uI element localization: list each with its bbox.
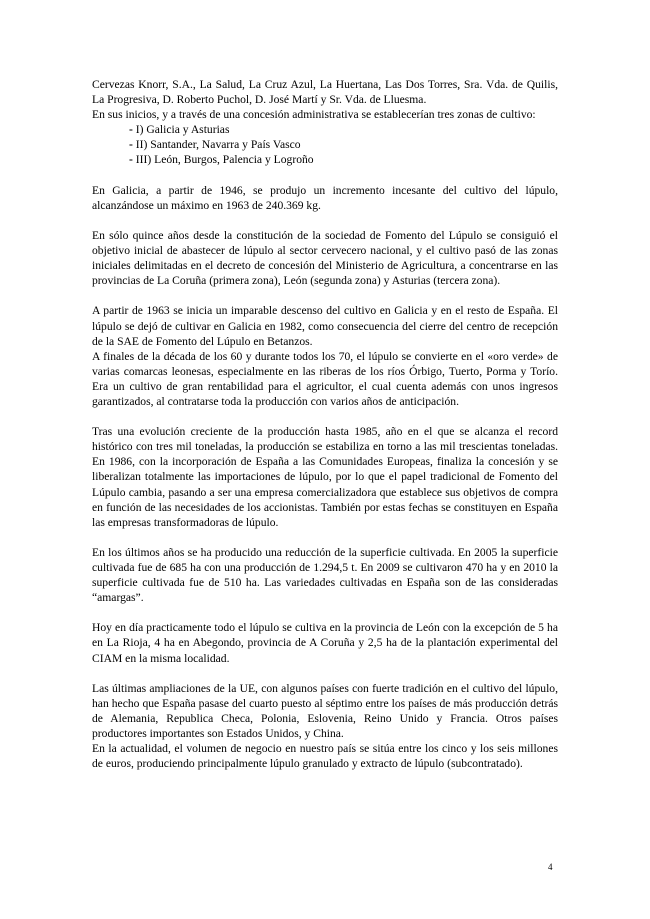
list-item-label: II) Santander, Navarra y País Vasco bbox=[135, 138, 301, 152]
paragraph-eu-ranking: Las últimas ampliaciones de la UE, con algunos países con fuerte tradición en el cultivo del lúpulo, han hecho que España pasase del cuarto puesto al séptimo entre los países de más producción detrás de Alemania, Republica Checa, Polonia, Eslovenia, Reino Unido y Francia. Otros países productores importantes son Estados Unidos, y China. bbox=[92, 681, 558, 741]
list-bullet: - bbox=[129, 153, 136, 167]
paragraph-oro-verde: A finales de la década de los 60 y durante todos los 70, el lúpulo se convierte en el «oro verde» de varias comarcas leonesas, especialmente en las riberas de los ríos Órbigo, Tuerto, Porma y Torío. Era un cultivo de gran rentabilidad para el agricultor, el cual cuenta además con unos ingresos garantizados, al contratarse toda la producción con varios años de anticipación. bbox=[92, 349, 558, 408]
list-item bbox=[92, 137, 558, 152]
paragraph-business-volume: En la actualidad, el volumen de negocio en nuestro país se sitúa entre los cinco y los seis millones de euros, produciendo principalmente lúpulo granulado y extracto de lúpulo (subcontratado). bbox=[92, 742, 558, 771]
list-bullet: - bbox=[129, 138, 136, 152]
cultivation-zones-list bbox=[92, 122, 558, 167]
paragraph-cultivation-zones-intro: En sus inicios, y a través de una concesión administrativa se establecerían tres zonas de cultivo: bbox=[92, 108, 536, 122]
list-item-label: III) León, Burgos, Palencia y Logroño bbox=[135, 153, 314, 167]
paragraph-leon-today: Hoy en día practicamente todo el lúpulo se cultiva en la provincia de León con la excepción de 5 ha en La Rioja, 4 ha en Abegondo, provincia de A Coruña y 2,5 ha de la plantación experimental del CIAM en la misma localidad. bbox=[92, 621, 558, 665]
list-item bbox=[92, 152, 558, 167]
paragraph-recent-surface: En los últimos años se ha producido una reducción de la superficie cultivada. En 2005 la superficie cultivada fue de 685 ha con una producción de 1.294,5 t. En 2009 se cultivaron 470 ha y en 2010 la superficie cultivada fue de 510 ha. Las variedades cultivadas en España son de las consideradas “amargas”. bbox=[92, 545, 558, 605]
page-number: 4 bbox=[548, 862, 553, 872]
document-page bbox=[92, 77, 558, 786]
list-bullet: - bbox=[129, 123, 136, 137]
paragraph-breweries: Cervezas Knorr, S.A., La Salud, La Cruz Azul, La Huertana, Las Dos Torres, Sra. Vda. de Quilis, La Progresiva, D. Roberto Puchol, D. José Martí y Sr. Vda. de Lluesma. bbox=[92, 78, 558, 107]
paragraph-decline-1963: A partir de 1963 se inicia un imparable descenso del cultivo en Galicia y en el resto de España. El lúpulo se dejó de cultivar en Galicia en 1982, como consecuencia del cierre del centro de recepción de la SAE de Fomento del Lúpulo en Betanzos. bbox=[92, 304, 558, 348]
list-item-label: I) Galicia y Asturias bbox=[135, 123, 230, 137]
list-item bbox=[92, 122, 558, 137]
paragraph-production-1985: Tras una evolución creciente de la producción hasta 1985, año en el que se alcanza el record histórico con tres mil toneladas, la producción se estabiliza en torno a las mil trescientas toneladas. En 1986, con la incorporación de España a las Comunidades Europeas, finaliza la concesión y se liberalizan totalmente las importaciones de lúpulo, por lo que el papel tradicional de Fomento del Lúpulo cambia, pasando a ser una empresa comercializadora que establece sus objetivos de compra en función de las necesidades de los accionistas. También por estas fechas se constituyen en España las empresas transformadoras de lúpulo. bbox=[92, 425, 558, 529]
paragraph-fomento-lupulo: En sólo quince años desde la constitución de la sociedad de Fomento del Lúpulo se consiguió el objetivo inicial de abastecer de lúpulo al sector cervecero nacional, y el cultivo pasó de las zonas iniciales delimitadas en el decreto de concesión del Ministerio de Agricultura, a concentrarse en las provincias de La Coruña (primera zona), León (segunda zona) y Asturias (tercera zona). bbox=[92, 228, 558, 288]
paragraph-galicia-growth: En Galicia, a partir de 1946, se produjo un incremento incesante del cultivo del lúpulo, alcanzándose un máximo en 1963 de 240.369 kg. bbox=[92, 183, 558, 212]
